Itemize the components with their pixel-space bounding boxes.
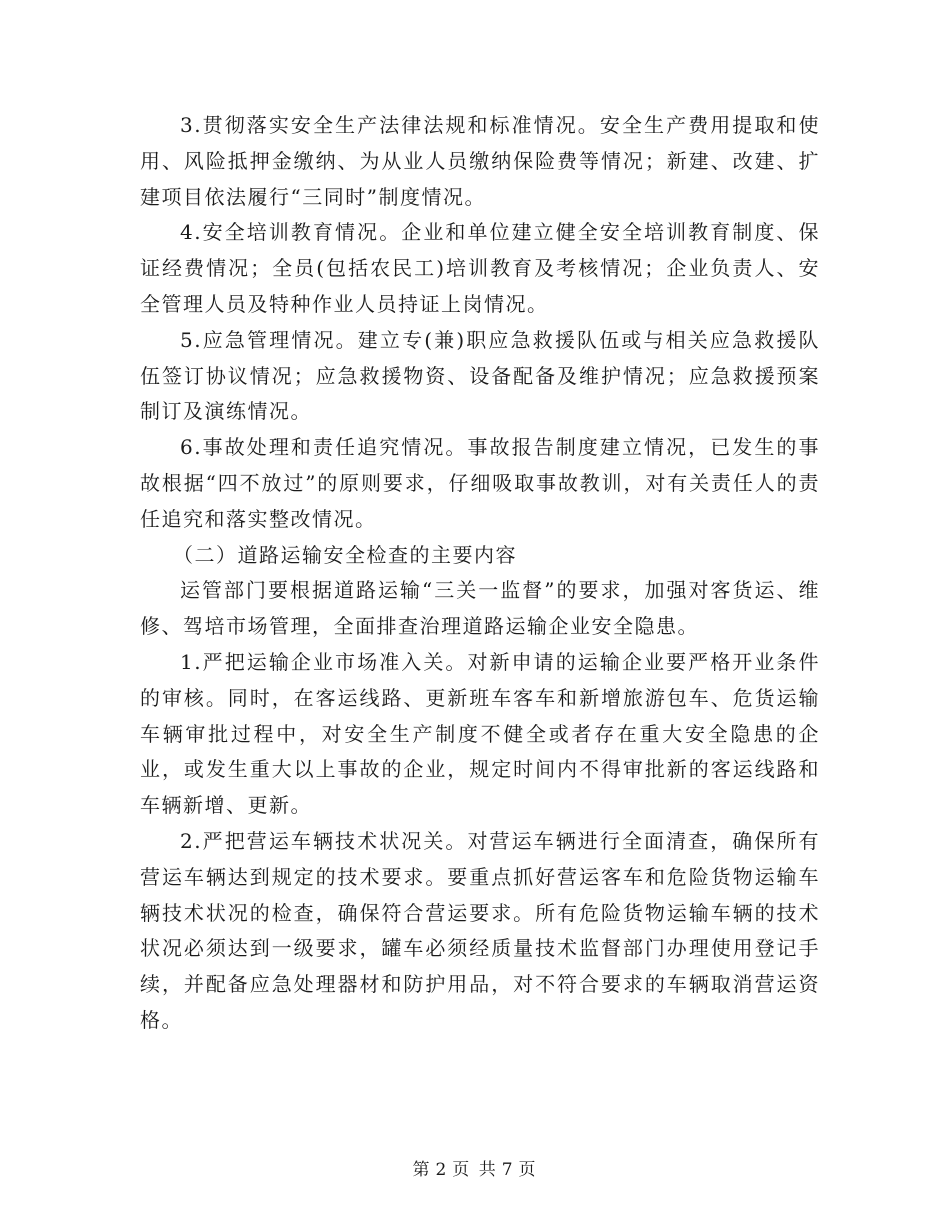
paragraph-item-4: 4.安全培训教育情况。企业和单位建立健全安全培训教育制度、保证经费情况；全员(包括农民工)培训教育及考核情况；企业负责人、安全管理人员及特种作业人员持证上岗情况。 <box>140 220 820 316</box>
footer-middle: 页 共 <box>452 1160 498 1180</box>
paragraph-item-3: 3.贯彻落实安全生产法律法规和标准情况。安全生产费用提取和使用、风险抵押金缴纳、为从业人员缴纳保险费等情况；新建、改建、扩建项目依法履行“三同时”制度情况。 <box>140 113 820 209</box>
paragraph-intro: 运管部门要根据道路运输“三关一监督”的要求，加强对客货运、维修、驾培市场管理，全面排查治理道路运输企业安全隐患。 <box>140 578 820 639</box>
footer-current-page: 2 <box>435 1160 449 1180</box>
paragraph-item-1: 1.严把运输企业市场准入关。对新申请的运输企业要严格开业条件的审核。同时，在客运线路、更新班车客车和新增旅游包车、危货运输车辆审批过程中，对安全生产制度不健全或者存在重大安全隐患的企业，或发生重大以上事故的企业，规定时间内不得审批新的客运线路和车辆新增、更新。 <box>140 649 820 818</box>
page-footer <box>0 1155 950 1180</box>
footer-total-pages: 7 <box>501 1160 515 1180</box>
section-heading: （二）道路运输安全检查的主要内容 <box>173 542 517 567</box>
paragraph-item-2: 2.严把营运车辆技术状况关。对营运车辆进行全面清查，确保所有营运车辆达到规定的技术要求。要重点抓好营运客车和危险货物运输车辆技术状况的检查，确保符合营运要求。所有危险货物运输车辆的技术状况必须达到一级要求，罐车必须经质量技术监督部门办理使用登记手续，并配备应急处理器材和防护用品，对不符合要求的车辆取消营运资格。 <box>140 828 820 1032</box>
footer-suffix: 页 <box>518 1160 538 1180</box>
paragraph-item-5: 5.应急管理情况。建立专(兼)职应急救援队伍或与相关应急救援队伍签订协议情况；应急救援物资、设备配备及维护情况；应急救援预案制订及演练情况。 <box>140 327 820 424</box>
footer-prefix: 第 <box>412 1160 432 1180</box>
document-body <box>140 108 820 1039</box>
paragraph-item-6: 6.事故处理和责任追究情况。事故报告制度建立情况，已发生的事故根据“四不放过”的原则要求，仔细吸取事故教训，对有关责任人的责任追究和落实整改情况。 <box>140 435 820 531</box>
